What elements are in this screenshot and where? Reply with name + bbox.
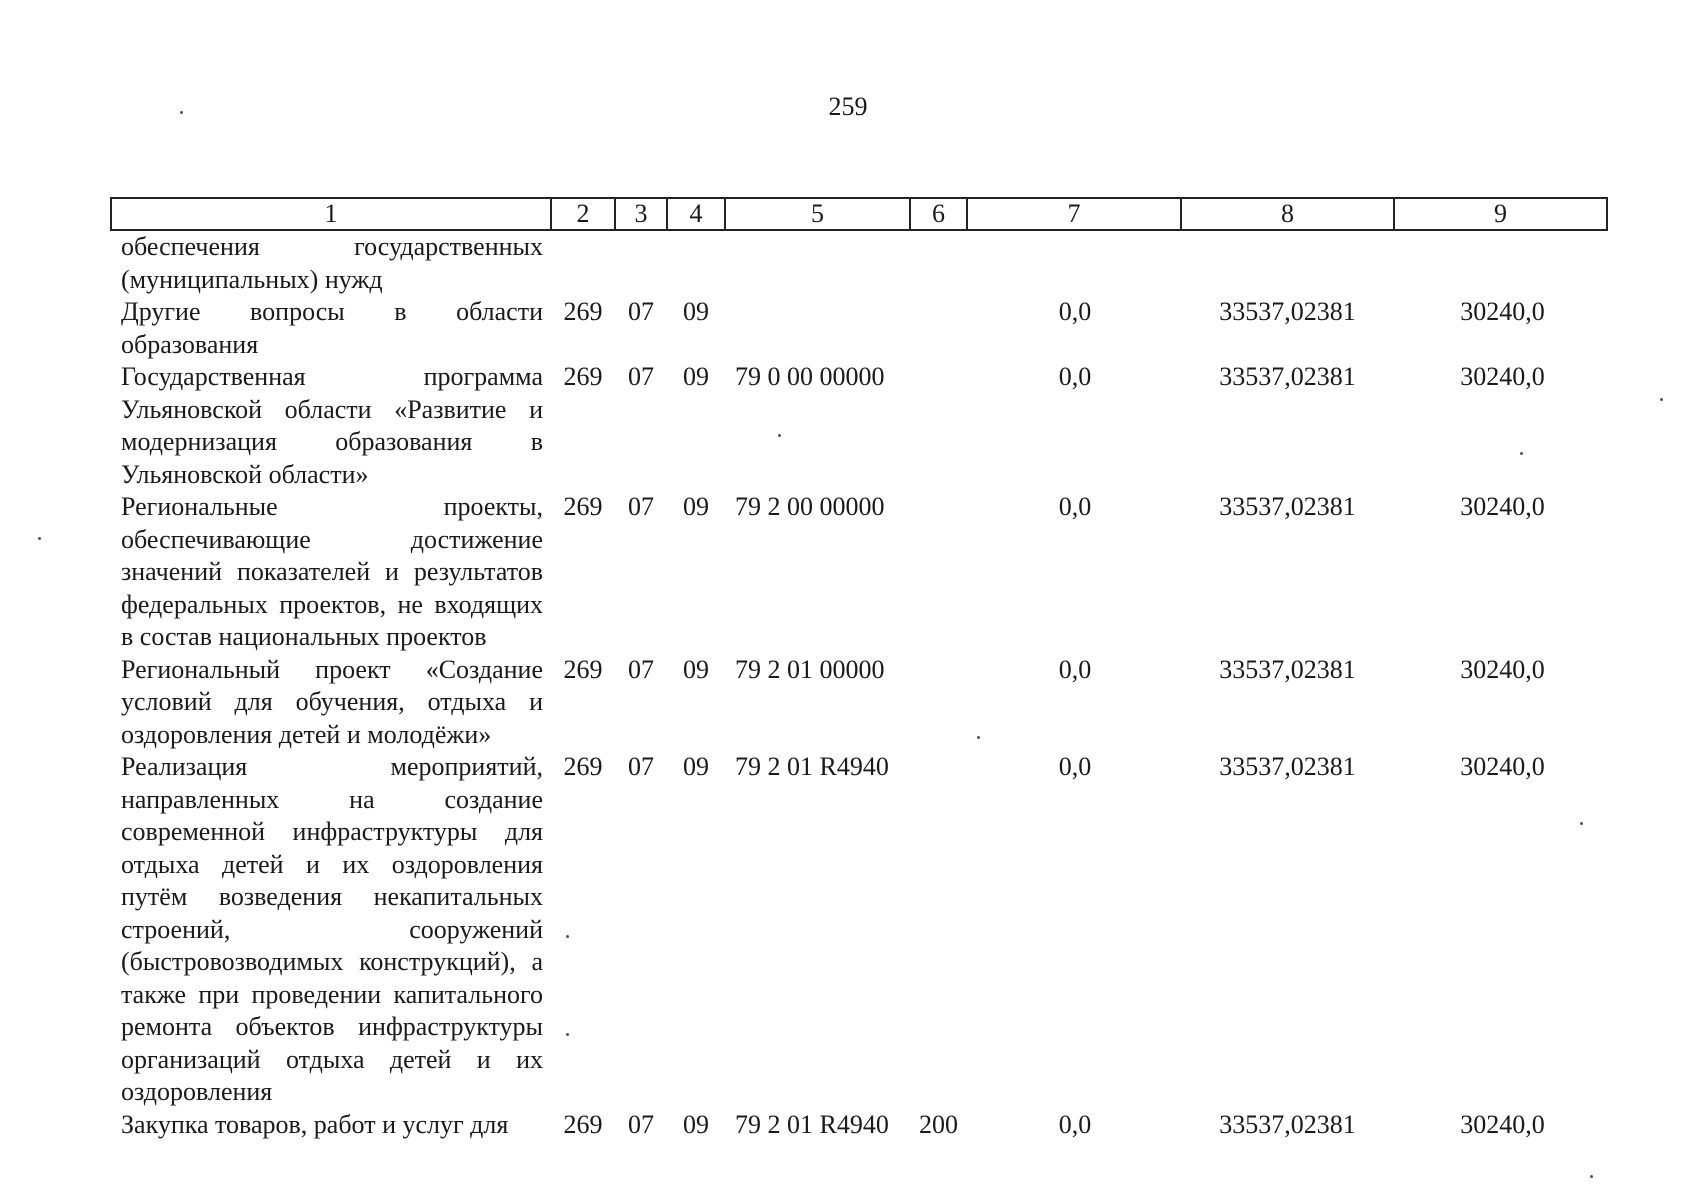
cell-amount-8: 33537,02381 xyxy=(1219,297,1356,326)
cell-amount-9: 30240,0 xyxy=(1460,492,1545,521)
cell-subsection: 09 xyxy=(683,492,709,521)
cell-admin-code: 269 xyxy=(563,654,603,684)
cell-amount-7: 0,0 xyxy=(1058,752,1092,781)
cell-amount-8: 33537,02381 xyxy=(1219,654,1356,684)
cell-amount-7 xyxy=(967,230,1181,296)
cell-subsection: 09 xyxy=(683,1109,709,1139)
cell-target-article: 79 2 01 R4940 xyxy=(735,752,889,781)
scan-speck xyxy=(1660,398,1663,401)
table-row xyxy=(111,654,1607,752)
cell-amount-9 xyxy=(1394,230,1607,296)
cell-target-article: 79 2 01 R4940 xyxy=(735,1109,889,1139)
column-header-2: 2 xyxy=(551,198,615,230)
item-name: обеспечения государственных (муниципальных) нужд xyxy=(121,232,543,294)
cell-expense-type xyxy=(910,491,967,654)
cell-amount-7: 0,0 xyxy=(1058,1109,1092,1139)
cell-section: 07 xyxy=(628,654,654,684)
cell-target-article: 79 0 00 00000 xyxy=(735,362,885,391)
cell-expense-type xyxy=(910,230,967,296)
table-row xyxy=(111,751,1607,1109)
item-name: Региональные проекты, обеспечивающие достижение значений показателей и результатов федеральных проектов, не входящих в состав национальных проектов xyxy=(121,492,543,651)
cell-amount-8: 33537,02381 xyxy=(1219,1109,1356,1139)
table-row xyxy=(111,296,1607,361)
scan-speck xyxy=(1590,1175,1593,1178)
cell-admin-code: 269 xyxy=(563,1109,603,1139)
cell-expense-type xyxy=(910,361,967,491)
cell-amount-8 xyxy=(1181,230,1394,296)
scan-speck xyxy=(566,935,569,938)
cell-amount-9: 30240,0 xyxy=(1460,297,1545,326)
cell-amount-9: 30240,0 xyxy=(1460,752,1545,781)
cell-amount-7: 0,0 xyxy=(1058,297,1092,326)
cell-expense-type xyxy=(910,654,967,752)
item-name: Другие вопросы в области образования xyxy=(121,297,543,359)
cell-amount-7: 0,0 xyxy=(1058,362,1092,391)
column-header-8: 8 xyxy=(1181,198,1394,230)
cell-admin-code xyxy=(551,230,615,296)
cell-section: 07 xyxy=(628,297,654,326)
table-row xyxy=(111,230,1607,296)
cell-subsection: 09 xyxy=(683,752,709,781)
cell-subsection: 09 xyxy=(683,297,709,326)
table-row xyxy=(111,361,1607,491)
cell-expense-type: 200 xyxy=(919,1109,958,1139)
scan-speck xyxy=(566,1033,569,1036)
cell-target-article: 79 2 01 00000 xyxy=(735,654,885,684)
cell-amount-8: 33537,02381 xyxy=(1219,492,1356,521)
cell-target-article: 79 2 00 00000 xyxy=(735,492,885,521)
item-name: Региональный проект «Создание условий для обучения, отдыха и оздоровления детей и молодёжи» xyxy=(121,654,543,749)
cell-section: 07 xyxy=(628,1109,654,1139)
cell-amount-9: 30240,0 xyxy=(1460,1109,1545,1139)
scan-speck xyxy=(977,736,980,739)
cell-amount-7: 0,0 xyxy=(1058,492,1092,521)
column-header-4: 4 xyxy=(667,198,725,230)
table-row xyxy=(111,1109,1607,1142)
item-name: Реализация мероприятий, направленных на создание современной инфраструктуры для отдыха детей и их оздоровления путём возведения некапитальных строений, сооружений (быстровозводимых конструкций), а также при проведении капитального ремонта объектов инфраструктуры организаций отдыха детей и их оздоровления xyxy=(121,752,543,1106)
cell-admin-code: 269 xyxy=(563,752,603,781)
cell-subsection xyxy=(667,230,725,296)
column-header-6: 6 xyxy=(910,198,967,230)
cell-target-article xyxy=(725,296,910,361)
column-header-1: 1 xyxy=(111,198,551,230)
scan-speck xyxy=(1580,822,1583,825)
header-row xyxy=(111,198,1607,230)
cell-expense-type xyxy=(910,296,967,361)
column-header-9: 9 xyxy=(1394,198,1607,230)
cell-subsection: 09 xyxy=(683,654,709,684)
scan-speck xyxy=(38,537,41,540)
item-name: Государственная программа Ульяновской области «Развитие и модернизация образования в Ульяновской области» xyxy=(121,362,543,489)
cell-section: 07 xyxy=(628,362,654,391)
item-name: Закупка товаров, работ и услуг для xyxy=(121,1109,509,1139)
cell-section xyxy=(615,230,667,296)
scan-speck xyxy=(1520,452,1523,455)
cell-subsection: 09 xyxy=(683,362,709,391)
budget-table xyxy=(110,197,1608,1141)
cell-section: 07 xyxy=(628,752,654,781)
cell-admin-code: 269 xyxy=(563,492,603,521)
table-row xyxy=(111,491,1607,654)
column-header-7: 7 xyxy=(967,198,1181,230)
cell-section: 07 xyxy=(628,492,654,521)
cell-amount-9: 30240,0 xyxy=(1460,654,1545,684)
column-header-5: 5 xyxy=(725,198,910,230)
cell-admin-code: 269 xyxy=(563,297,603,326)
cell-admin-code: 269 xyxy=(563,362,603,391)
cell-amount-9: 30240,0 xyxy=(1460,362,1545,391)
cell-amount-8: 33537,02381 xyxy=(1219,752,1356,781)
page-number: 259 xyxy=(828,92,868,121)
column-header-3: 3 xyxy=(615,198,667,230)
scan-speck xyxy=(180,111,183,114)
cell-expense-type xyxy=(910,751,967,1109)
cell-amount-7: 0,0 xyxy=(1058,654,1092,684)
scan-speck xyxy=(778,434,781,437)
cell-amount-8: 33537,02381 xyxy=(1219,362,1356,391)
cell-target-article xyxy=(725,230,910,296)
